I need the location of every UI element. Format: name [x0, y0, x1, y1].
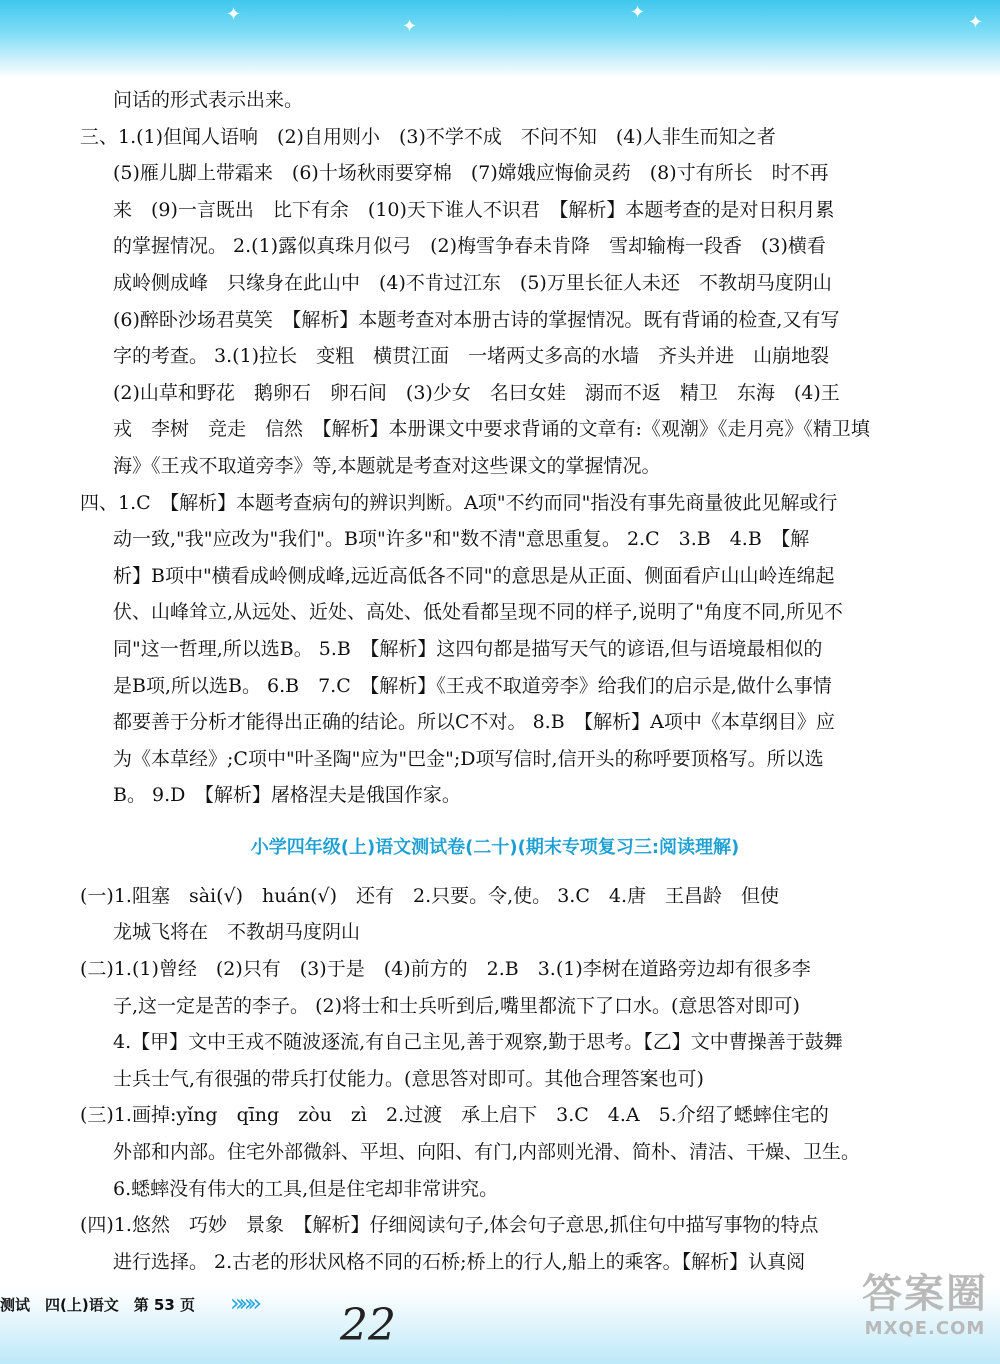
text-line: (三)1.画掉:yǐng qīng zòu zì 2.过渡 承上启下 3.C 4.A 5.介绍了蟋蟀住宅的	[80, 1104, 829, 1127]
text-line: 伏、山峰耸立,从远处、近处、高处、低处看都呈现不同的样子,说明了"角度不同,所见不	[113, 601, 843, 624]
text-line: (6)醉卧沙场君莫笑 【解析】本题考查对本册古诗的掌握情况。既有背诵的检查,又有写	[113, 308, 840, 331]
section-title: 小学四年级(上)语文测试卷(二十)(期末专项复习三:阅读理解)	[250, 836, 740, 858]
text-line: (四)1.悠然 巧妙 景象 【解析】仔细阅读句子,体会句子意思,抓住句中描写事物的特点	[80, 1214, 819, 1237]
text-line: 外部和内部。住宅外部微斜、平坦、向阳、有门,内部则光滑、简朴、清洁、干燥、卫生。	[113, 1141, 861, 1164]
text-line: B。 9.D 【解析】屠格涅夫是俄国作家。	[113, 784, 461, 807]
page-footer-label: 测试 四(上)语文 第 53 页	[0, 1296, 196, 1314]
sparkle-icon: ✦	[402, 16, 418, 37]
text-line: 进行选择。 2.古老的形状风格不同的石桥;桥上的行人,船上的乘客。【解析】认真阅	[113, 1250, 806, 1273]
text-line: (一)1.阻塞 sài(√) huán(√) 还有 2.只要。令,使。 3.C 4.唐 王昌龄 但使	[80, 884, 780, 907]
text-line: 的掌握情况。 2.(1)露似真珠月似弓 (2)梅雪争春未肯降 雪却输梅一段香 (3)横看	[113, 235, 826, 258]
text-line: 士兵士气,有很强的带兵打仗能力。(意思答对即可。其他合理答案也可)	[113, 1067, 704, 1090]
sparkle-icon: ✦	[226, 4, 242, 25]
sparkle-icon: ✦	[630, 2, 646, 23]
text-line: 同"这一哲理,所以选B。 5.B 【解析】这四句都是描写天气的谚语,但与语境最相似的	[113, 637, 823, 660]
text-line: 戎 李树 竞走 信然 【解析】本册课文中要求背诵的文章有:《观潮》《走月亮》《精卫填	[113, 418, 870, 441]
text-line: 为《本草经》;C项中"叶圣陶"应为"巴金";D项写信时,信开头的称呼要顶格写。所以选	[113, 747, 824, 770]
text-line: 海》《王戎不取道旁李》等,本题就是考查对这些课文的掌握情况。	[113, 454, 661, 477]
text-line: 四、1.C 【解析】本题考查病句的辨识判断。A项"不约而同"指没有事先商量彼此见解或行	[80, 491, 838, 514]
answer-content	[80, 82, 910, 1280]
text-line: 是B项,所以选B。 6.B 7.C 【解析】《王戎不取道旁李》给我们的启示是,做什么事情	[113, 674, 832, 697]
text-line: 4.【甲】文中王戎不随波逐流,有自己主见,善于观察,勤于思考。【乙】文中曹操善于鼓舞	[113, 1031, 843, 1054]
top-decorative-band	[0, 0, 1000, 78]
double-arrow-icon: »»»	[230, 1289, 257, 1317]
text-line: 问话的形式表示出来。	[113, 89, 304, 111]
text-line: 来 (9)一言既出 比下有余 (10)天下谁人不识君 【解析】本题考查的是对日积月累	[113, 198, 835, 221]
text-line: 字的考查。 3.(1)拉长 变粗 横贯江面 一堵两丈多高的水墙 齐头并进 山崩地裂	[113, 345, 830, 368]
text-line: (二)1.(1)曾经 (2)只有 (3)于是 (4)前方的 2.B 3.(1)李树在道路旁边却有很多李	[80, 958, 811, 981]
watermark-logo-icon: 答案圈	[862, 1271, 988, 1317]
text-line: 6.蟋蟀没有伟大的工具,但是住宅却非常讲究。	[113, 1177, 499, 1200]
handwritten-page-number: 22	[340, 1300, 396, 1351]
watermark	[855, 1270, 995, 1339]
text-line: 龙城飞将在 不教胡马度阴山	[113, 921, 361, 944]
text-line: 三、1.(1)但闻人语响 (2)自用则小 (3)不学不成 不问不知 (4)人非生而知之者	[80, 125, 776, 148]
text-line: (5)雁儿脚上带霜来 (6)十场秋雨要穿棉 (7)嫦娥应悔偷灵药 (8)寸有所长 时不再	[113, 162, 829, 185]
text-line: 成岭侧成峰 只缘身在此山中 (4)不肯过江东 (5)万里长征人未还 不教胡马度阴山	[113, 271, 832, 294]
text-line: 都要善于分析才能得出正确的结论。所以C不对。 8.B 【解析】A项中《本草纲目》应	[113, 711, 835, 734]
text-line: 析】B项中"横看成岭侧成峰,远近高低各不同"的意思是从正面、侧面看庐山山岭连绵起	[113, 564, 835, 587]
sparkle-icon: ✦	[968, 12, 984, 33]
text-line: 动一致,"我"应改为"我们"。B项"许多"和"数不清"意思重复。 2.C 3.B 4.B 【解	[113, 528, 810, 551]
text-line: (2)山草和野花 鹅卵石 卵石间 (3)少女 名曰女娃 溺而不返 精卫 东海 (4)王	[113, 381, 840, 404]
text-line: 子,这一定是苦的李子。 (2)将士和士兵听到后,嘴里都流下了口水。(意思答对即可)	[113, 994, 800, 1017]
watermark-text: MXQE.COM	[864, 1318, 986, 1339]
